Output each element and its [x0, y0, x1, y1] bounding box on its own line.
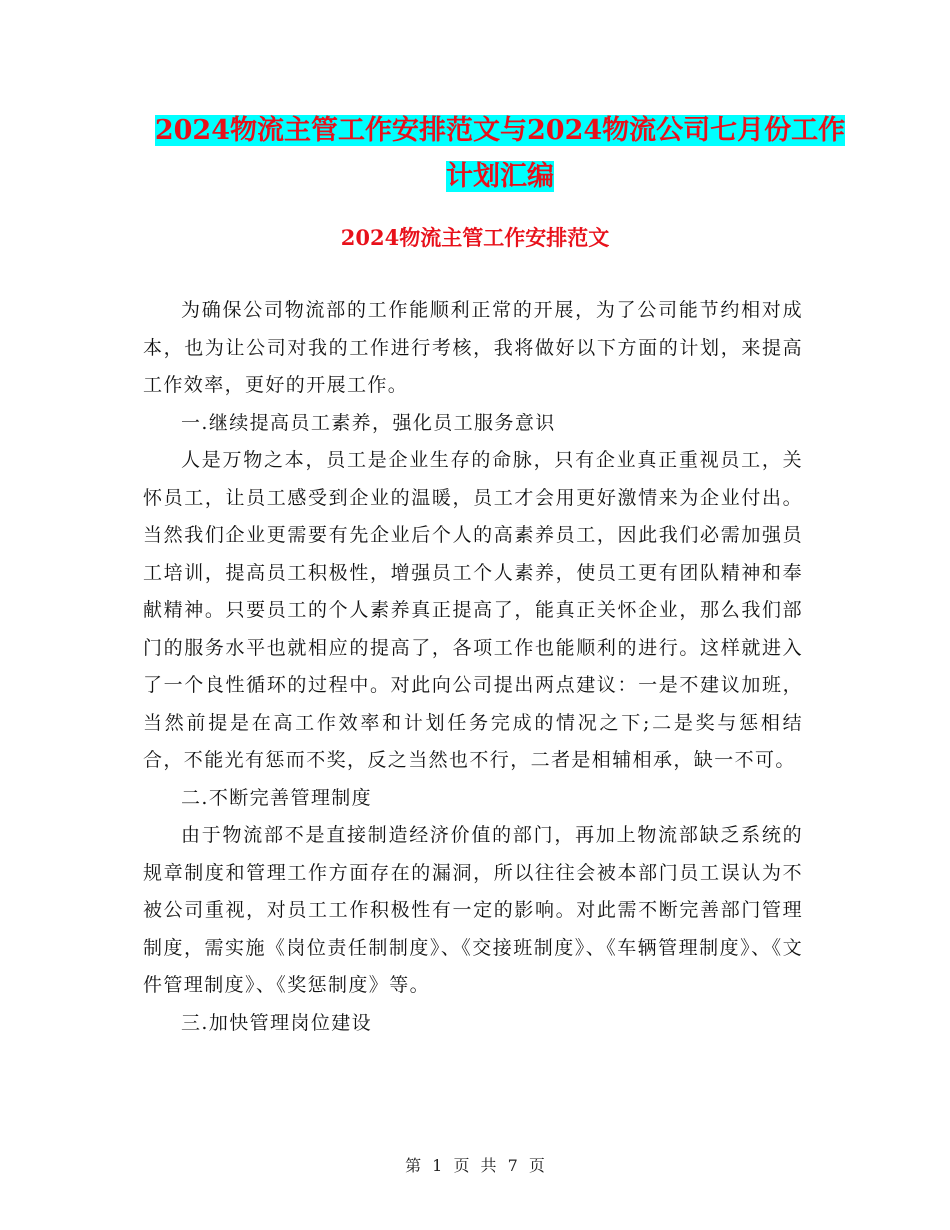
document-title-text: 2024物流主管工作安排范文与2024物流公司七月份工作计划汇编 — [154, 115, 846, 192]
paragraph-intro: 为确保公司物流部的工作能顺利正常的开展，为了公司能节约相对成本，也为让公司对我的工作进行考核，我将做好以下方面的计划，来提高工作效率，更好的开展工作。 — [143, 299, 803, 396]
paragraph-item-2: 由于物流部不是直接制造经济价值的部门，再加上物流部缺乏系统的规章制度和管理工作方面存在的漏洞，所以往往会被本部门员工误认为不被公司重视，对员工工作积极性有一定的影响。对此需不断完善部门管理制度，需实施《岗位责任制制度》、《交接班制度》、《车辆管理制度》、《文件管理制度》、《奖惩制度》等。 — [143, 824, 803, 996]
section-title: 2024物流主管工作安排范文 — [340, 225, 610, 250]
document-body — [143, 292, 803, 1042]
heading-item-2: 二.不断完善管理制度 — [181, 786, 373, 809]
page-footer: 第 1 页 共 7 页 — [405, 1156, 545, 1175]
heading-item-3: 三.加快管理岗位建设 — [181, 1011, 373, 1034]
heading-item-1: 一.继续提高员工素养，强化员工服务意识 — [181, 411, 556, 434]
document-title — [150, 108, 850, 200]
paragraph-item-1: 人是万物之本，员工是企业生存的命脉，只有企业真正重视员工，关怀员工，让员工感受到企业的温暖，员工才会用更好激情来为企业付出。当然我们企业更需要有先企业后个人的高素养员工，因此我们必需加强员工培训，提高员工积极性，增强员工个人素养，使员工更有团队精神和奉献精神。只要员工的个人素养真正提高了，能真正关怀企业，那么我们部门的服务水平也就相应的提高了，各项工作也能顺利的进行。这样就进入了一个良性循环的过程中。对此向公司提出两点建议：一是不建议加班，当然前提是在高工作效率和计划任务完成的情况之下;二是奖与惩相结合，不能光有惩而不奖，反之当然也不行，二者是相辅相承，缺一不可。 — [143, 449, 803, 771]
